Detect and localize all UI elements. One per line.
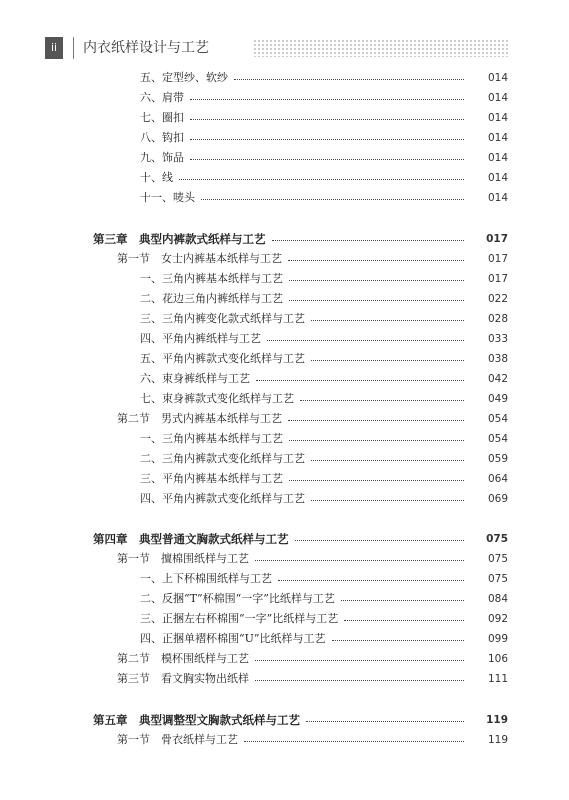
toc-entry-title: 五、平角内裤款式变化纸样与工艺 xyxy=(140,352,305,365)
toc-chapter-entry[interactable] xyxy=(93,710,508,730)
toc-entry-title: 六、束身裤纸样与工艺 xyxy=(140,372,250,385)
toc-subsection-entry[interactable] xyxy=(140,148,508,168)
toc-page-number: 064 xyxy=(487,473,508,485)
toc-page-number: 075 xyxy=(487,573,508,585)
dot-leader xyxy=(255,680,464,681)
toc-entry-title: 第二节 模杯围纸样与工艺 xyxy=(117,652,249,665)
toc-section-entry[interactable] xyxy=(117,669,508,689)
running-header xyxy=(45,37,510,59)
toc-page-number: 038 xyxy=(487,353,508,365)
toc-page-number: 017 xyxy=(487,273,508,285)
dot-leader xyxy=(190,139,464,140)
toc-page-number: 014 xyxy=(487,92,508,104)
dot-leader xyxy=(295,540,465,541)
dot-leader xyxy=(311,460,464,461)
toc-section-entry[interactable] xyxy=(117,730,508,750)
header-divider xyxy=(73,37,74,59)
dot-leader xyxy=(255,560,464,561)
toc-page-number: 099 xyxy=(487,633,508,645)
toc-entry-title: 第二节 男式内裤基本纸样与工艺 xyxy=(117,412,282,425)
dot-leader xyxy=(288,260,464,261)
book-title: 内衣纸样设计与工艺 xyxy=(83,40,209,56)
dot-leader xyxy=(267,340,464,341)
toc-page-number: 014 xyxy=(487,172,508,184)
toc-page-number: 084 xyxy=(487,593,508,605)
toc-entry-title: 第一节 骨衣纸样与工艺 xyxy=(117,733,238,746)
toc-page-number: 111 xyxy=(487,673,508,685)
toc-subsection-entry[interactable] xyxy=(140,389,508,409)
toc-entry-title: 第三节 看文胸实物出纸样 xyxy=(117,672,249,685)
dot-leader xyxy=(311,500,464,501)
toc-subsection-entry[interactable] xyxy=(140,449,508,469)
toc-entry-title: 第三章 典型内裤款式纸样与工艺 xyxy=(93,232,266,246)
toc-subsection-entry[interactable] xyxy=(140,289,508,309)
toc-page-number: 014 xyxy=(487,192,508,204)
toc-entry-title: 四、平角内裤纸样与工艺 xyxy=(140,332,261,345)
toc-entry-title: 第五章 典型调整型文胸款式纸样与工艺 xyxy=(93,713,300,727)
dot-leader xyxy=(306,721,464,722)
toc-page-number: 119 xyxy=(487,734,508,746)
toc-page-number: 059 xyxy=(487,453,508,465)
toc-subsection-entry[interactable] xyxy=(140,269,508,289)
dot-leader xyxy=(234,79,464,80)
toc-page-number: 028 xyxy=(487,313,508,325)
dot-leader xyxy=(272,240,465,241)
toc-entry-title: 第一节 女士内裤基本纸样与工艺 xyxy=(117,252,282,265)
toc-page-number: 054 xyxy=(487,413,508,425)
dot-leader xyxy=(300,400,464,401)
toc-page-number: 014 xyxy=(487,132,508,144)
toc-subsection-entry[interactable] xyxy=(140,369,508,389)
dot-leader xyxy=(201,199,464,200)
dot-leader xyxy=(190,99,464,100)
toc-subsection-entry[interactable] xyxy=(140,128,508,148)
toc-entry-title: 七、束身裤款式变化纸样与工艺 xyxy=(140,392,294,405)
toc-entry-title: 十一、唛头 xyxy=(140,191,195,204)
toc-entry-title: 八、钩扣 xyxy=(140,131,184,144)
toc-subsection-entry[interactable] xyxy=(140,68,508,88)
toc-subsection-entry[interactable] xyxy=(140,168,508,188)
toc-entry-title: 第四章 典型普通文胸款式纸样与工艺 xyxy=(93,532,289,546)
toc-entry-title: 第一节 擅棉围纸样与工艺 xyxy=(117,552,249,565)
dot-leader xyxy=(344,620,464,621)
toc-entry-title: 二、三角内裤款式变化纸样与工艺 xyxy=(140,452,305,465)
toc-section-entry[interactable] xyxy=(117,249,508,269)
toc-entry-title: 一、三角内裤基本纸样与工艺 xyxy=(140,432,283,445)
toc-chapter-entry[interactable] xyxy=(93,529,508,549)
dot-leader xyxy=(288,420,464,421)
toc-page-number: 049 xyxy=(487,393,508,405)
dot-leader xyxy=(190,119,464,120)
toc-page-number: 075 xyxy=(486,533,508,545)
toc-entry-title: 七、圈扣 xyxy=(140,111,184,124)
toc-subsection-entry[interactable] xyxy=(140,609,508,629)
toc-subsection-entry[interactable] xyxy=(140,349,508,369)
toc-subsection-entry[interactable] xyxy=(140,469,508,489)
toc-subsection-entry[interactable] xyxy=(140,329,508,349)
toc-entry-title: 二、花边三角内裤纸样与工艺 xyxy=(140,292,283,305)
dot-leader xyxy=(289,480,464,481)
toc-section-entry[interactable] xyxy=(117,549,508,569)
toc-subsection-entry[interactable] xyxy=(140,88,508,108)
dot-leader xyxy=(244,741,464,742)
dot-leader xyxy=(332,640,464,641)
toc-page-number: 014 xyxy=(487,72,508,84)
toc-section-entry[interactable] xyxy=(117,649,508,669)
toc-entry-title: 六、肩带 xyxy=(140,91,184,104)
toc-subsection-entry[interactable] xyxy=(140,309,508,329)
toc-page-number: 014 xyxy=(487,112,508,124)
dot-leader xyxy=(256,380,464,381)
toc-subsection-entry[interactable] xyxy=(140,589,508,609)
toc-entry-title: 一、三角内裤基本纸样与工艺 xyxy=(140,272,283,285)
page-number: ii xyxy=(45,37,63,59)
dot-leader xyxy=(311,320,464,321)
toc-page-number: 017 xyxy=(486,233,508,245)
toc-page-number: 042 xyxy=(487,373,508,385)
dot-leader xyxy=(179,179,464,180)
toc-entry-title: 四、正捆单褶杯棉围“U”比纸样与工艺 xyxy=(140,632,326,645)
toc-entry-title: 三、正捆左右杯棉围“一字”比纸样与工艺 xyxy=(140,612,339,625)
toc-entry-title: 九、饰品 xyxy=(140,151,184,164)
header-dot-pattern xyxy=(253,39,510,57)
toc-entry-title: 四、平角内裤款式变化纸样与工艺 xyxy=(140,492,305,505)
toc-subsection-entry[interactable] xyxy=(140,188,508,208)
toc-page-number: 119 xyxy=(486,714,508,726)
toc-entry-title: 五、定型纱、软纱 xyxy=(140,71,228,84)
toc-subsection-entry[interactable] xyxy=(140,429,508,449)
toc-page-number: 022 xyxy=(487,293,508,305)
dot-leader xyxy=(289,440,464,441)
toc-subsection-entry[interactable] xyxy=(140,108,508,128)
toc-entry-title: 三、平角内裤基本纸样与工艺 xyxy=(140,472,283,485)
toc-page-number: 106 xyxy=(487,653,508,665)
toc-entry-title: 一、上下杯棉围纸样与工艺 xyxy=(140,572,272,585)
toc-page-number: 092 xyxy=(487,613,508,625)
dot-leader xyxy=(341,600,464,601)
toc-page-number: 014 xyxy=(487,152,508,164)
toc-page-number: 069 xyxy=(487,493,508,505)
toc-page-number: 075 xyxy=(487,553,508,565)
toc-entry-title: 三、三角内裤变化款式纸样与工艺 xyxy=(140,312,305,325)
toc-subsection-entry[interactable] xyxy=(140,569,508,589)
toc-page-number: 017 xyxy=(487,253,508,265)
dot-leader xyxy=(255,660,464,661)
toc-subsection-entry[interactable] xyxy=(140,629,508,649)
dot-leader xyxy=(190,159,464,160)
toc-section-entry[interactable] xyxy=(117,409,508,429)
dot-leader xyxy=(289,280,464,281)
toc-page-number: 054 xyxy=(487,433,508,445)
toc-subsection-entry[interactable] xyxy=(140,489,508,509)
toc-entry-title: 十、线 xyxy=(140,171,173,184)
dot-leader xyxy=(278,580,464,581)
dot-leader xyxy=(289,300,464,301)
toc-entry-title: 二、反捆“T”杯棉围“一字”比纸样与工艺 xyxy=(140,592,335,605)
toc-page-number: 033 xyxy=(487,333,508,345)
toc-chapter-entry[interactable] xyxy=(93,229,508,249)
dot-leader xyxy=(311,360,464,361)
